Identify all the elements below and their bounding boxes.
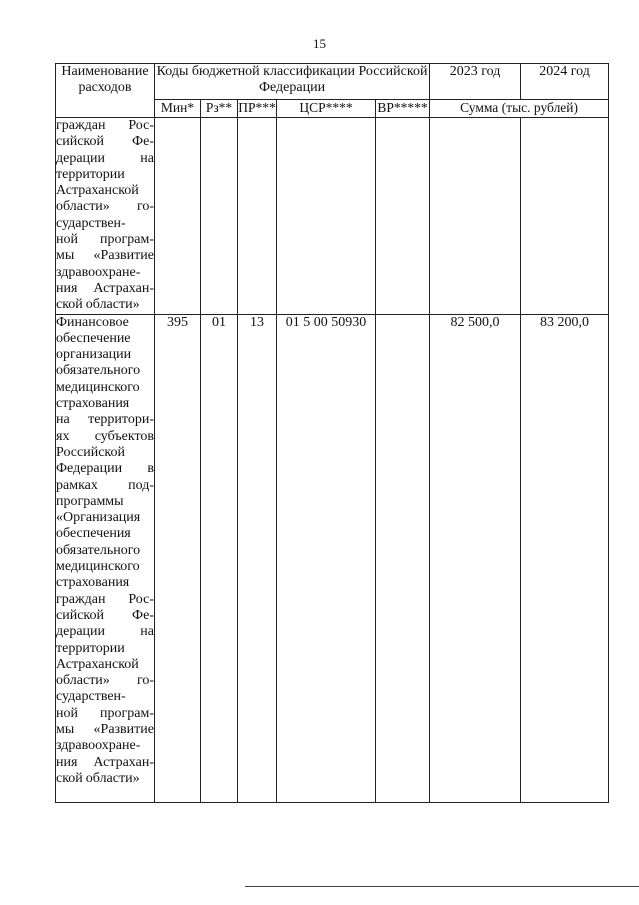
row-name-line: Российской <box>56 444 125 460</box>
row-name-line: рамках под- <box>56 477 154 493</box>
row-name-line: Финансовое <box>56 314 129 330</box>
row-name-line: сийской Фе- <box>56 607 154 623</box>
row-pr: 13 <box>238 314 277 802</box>
row-sum-2023: 82 500,0 <box>430 314 521 802</box>
row-rz: 01 <box>201 314 238 802</box>
header-vr: ВР***** <box>376 100 430 118</box>
header-csr: ЦСР**** <box>277 100 376 118</box>
row-sum-2024 <box>521 118 609 315</box>
row-name-line: страхования <box>56 396 130 412</box>
header-name: Наименование расходов <box>56 64 155 118</box>
header-sum: Сумма (тыс. рублей) <box>430 100 609 118</box>
row-name-line: медицинского <box>56 379 140 395</box>
table-row <box>56 118 609 315</box>
row-name-line: ния Астрахан- <box>56 280 154 296</box>
row-name-line: организации <box>56 347 132 363</box>
row-name-line: граждан Рос- <box>56 118 154 133</box>
row-name-line: обеспечения <box>56 526 131 542</box>
row-name-line: территории <box>56 166 125 182</box>
row-csr: 01 5 00 50930 <box>277 314 376 802</box>
page-number: 15 <box>313 36 326 51</box>
row-name-line: мы «Развитие <box>56 248 154 264</box>
row-name-line: Астраханской <box>56 656 139 672</box>
table-row <box>56 314 609 802</box>
row-min: 395 <box>155 314 201 802</box>
header-min: Мин* <box>155 100 201 118</box>
row-rz <box>201 118 238 315</box>
row-name-line: страхования <box>56 575 130 591</box>
row-name-line: сийской Фе- <box>56 134 154 150</box>
row-name-line: сударствен- <box>56 215 126 231</box>
row-name <box>56 314 155 802</box>
row-name-line: дерации на <box>56 150 154 166</box>
row-name-line: медицинского <box>56 559 140 575</box>
header-pr: ПР*** <box>238 100 277 118</box>
row-name-line: ной програм- <box>56 705 154 721</box>
row-name-line: обеспечение <box>56 330 131 346</box>
row-name-line: «Организация <box>56 510 141 526</box>
header-year-2024: 2024 год <box>521 64 609 100</box>
row-csr <box>277 118 376 315</box>
header-year-2023: 2023 год <box>430 64 521 100</box>
budget-table <box>55 63 609 803</box>
row-sum-2023 <box>430 118 521 315</box>
row-name-line: граждан Рос- <box>56 591 154 607</box>
row-name <box>56 118 155 315</box>
row-name-line: ях субъектов <box>56 428 154 444</box>
row-name-line: ской области» <box>56 297 140 313</box>
row-name-line: Федерации в <box>56 461 154 477</box>
row-name-line: ной програм- <box>56 232 154 248</box>
row-name-line: здравоохране- <box>56 264 141 280</box>
row-pr <box>238 118 277 315</box>
row-name-line: программы <box>56 493 124 509</box>
row-vr <box>376 314 430 802</box>
header-rz: Рз** <box>201 100 238 118</box>
row-name-line: мы «Развитие <box>56 721 154 737</box>
row-vr <box>376 118 430 315</box>
row-name-line: обязательного <box>56 363 141 379</box>
row-name-line: сударствен- <box>56 689 126 705</box>
row-min <box>155 118 201 315</box>
header-row-1 <box>56 64 609 100</box>
row-name-line: области» го- <box>56 673 154 689</box>
row-name-line: обязательного <box>56 542 141 558</box>
row-name-line: Астраханской <box>56 183 139 199</box>
row-name-line: территории <box>56 640 125 656</box>
row-name-line: на территори- <box>56 412 154 428</box>
row-name-line: области» го- <box>56 199 154 215</box>
row-name-line: ния Астрахан- <box>56 754 154 770</box>
row-sum-2024: 83 200,0 <box>521 314 609 802</box>
row-name-line: дерации на <box>56 624 154 640</box>
row-name-line: здравоохране- <box>56 738 141 754</box>
footer-divider <box>245 886 639 887</box>
row-name-line: ской области» <box>56 770 140 786</box>
header-codes-group: Коды бюджетной классификации Российской Федерации <box>155 64 430 100</box>
